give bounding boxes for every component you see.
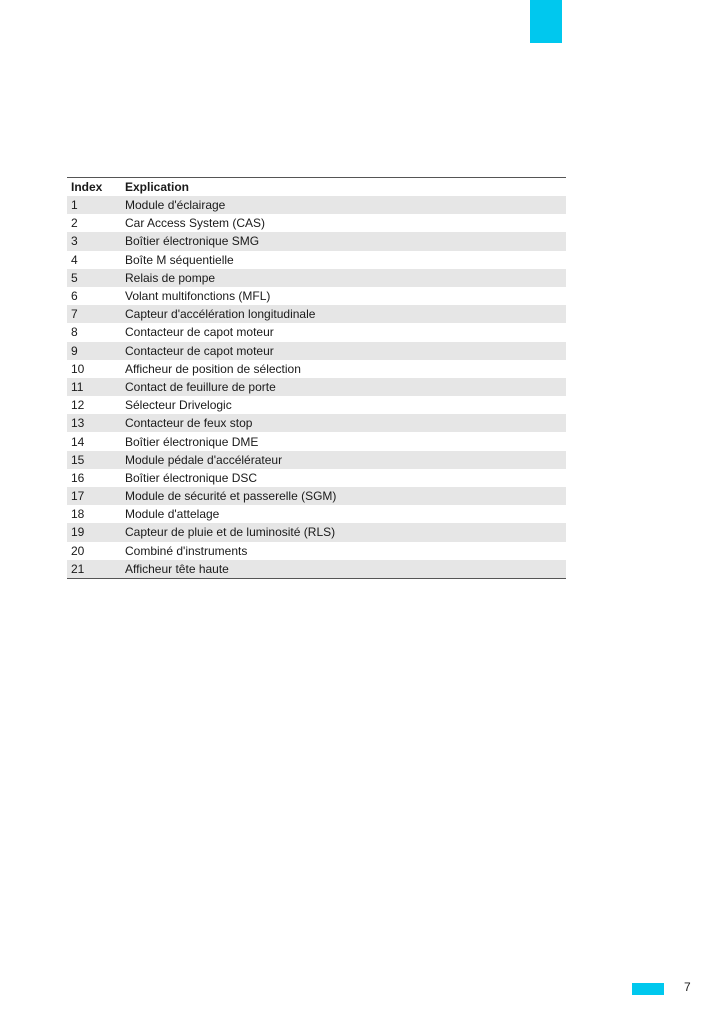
row-explanation: Capteur de pluie et de luminosité (RLS): [121, 523, 566, 541]
row-explanation: Volant multifonctions (MFL): [125, 289, 271, 304]
table-row: [67, 323, 566, 341]
table-row: [67, 251, 566, 269]
index-table: [67, 177, 566, 579]
table-body: [67, 196, 566, 578]
row-index: 13: [67, 414, 121, 432]
table-row: [67, 432, 566, 450]
table-row: [67, 232, 566, 250]
row-index: 14: [71, 434, 85, 449]
row-explanation: Boîte M séquentielle: [125, 252, 234, 267]
table-row: [67, 505, 566, 523]
row-index: 19: [67, 523, 121, 541]
table-row: [67, 287, 566, 305]
table-row: [67, 469, 566, 487]
row-explanation: Afficheur de position de sélection: [125, 361, 301, 376]
row-explanation: Contacteur de capot moteur: [121, 342, 566, 360]
row-index: 15: [67, 451, 121, 469]
row-explanation: Car Access System (CAS): [125, 216, 266, 231]
row-index: 2: [71, 216, 78, 231]
row-index: 9: [67, 342, 121, 360]
row-index: 6: [71, 289, 78, 304]
row-index: 16: [71, 470, 85, 485]
row-index: 12: [71, 398, 85, 413]
chapter-tab-marker: [530, 0, 562, 43]
table-row: [67, 342, 566, 360]
row-explanation: Relais de pompe: [121, 269, 566, 287]
table-row: [67, 451, 566, 469]
row-explanation: Module d'attelage: [125, 507, 220, 522]
table-row: [67, 360, 566, 378]
row-explanation: Contacteur de capot moteur: [125, 325, 274, 340]
row-index: 3: [67, 232, 121, 250]
table-row: [67, 378, 566, 396]
row-explanation: Boîtier électronique SMG: [121, 232, 566, 250]
row-index: 4: [71, 252, 78, 267]
table-row: [67, 542, 566, 560]
table-row: [67, 396, 566, 414]
row-explanation: Capteur d'accélération longitudinale: [121, 305, 566, 323]
row-explanation: Module d'éclairage: [121, 196, 566, 214]
row-explanation: Module pédale d'accélérateur: [121, 451, 566, 469]
table-header-row: [67, 178, 566, 197]
row-index: 5: [67, 269, 121, 287]
row-index: 18: [71, 507, 85, 522]
row-explanation: Boîtier électronique DSC: [125, 470, 258, 485]
row-explanation: Contacteur de feux stop: [121, 414, 566, 432]
row-index: 8: [71, 325, 78, 340]
table-row: [67, 196, 566, 214]
table-row: [67, 560, 566, 579]
page-number: 7: [684, 980, 691, 994]
header-explanation: Explication: [121, 178, 566, 197]
row-index: 10: [71, 361, 85, 376]
row-index: 17: [67, 487, 121, 505]
table-row: [67, 269, 566, 287]
row-index: 21: [67, 560, 121, 579]
row-explanation: Module de sécurité et passerelle (SGM): [121, 487, 566, 505]
row-index: 7: [67, 305, 121, 323]
row-explanation: Boîtier électronique DME: [125, 434, 259, 449]
table-row: [67, 305, 566, 323]
row-explanation: Sélecteur Drivelogic: [125, 398, 232, 413]
table-row: [67, 414, 566, 432]
row-explanation: Contact de feuillure de porte: [121, 378, 566, 396]
header-index: Index: [67, 178, 121, 197]
row-index: 11: [67, 378, 121, 396]
table-row: [67, 487, 566, 505]
table-row: [67, 523, 566, 541]
row-explanation: Afficheur tête haute: [121, 560, 566, 579]
table-row: [67, 214, 566, 232]
footer-accent-bar: [632, 983, 664, 995]
row-index: 1: [67, 196, 121, 214]
row-index: 20: [71, 543, 85, 558]
row-explanation: Combiné d'instruments: [125, 543, 248, 558]
